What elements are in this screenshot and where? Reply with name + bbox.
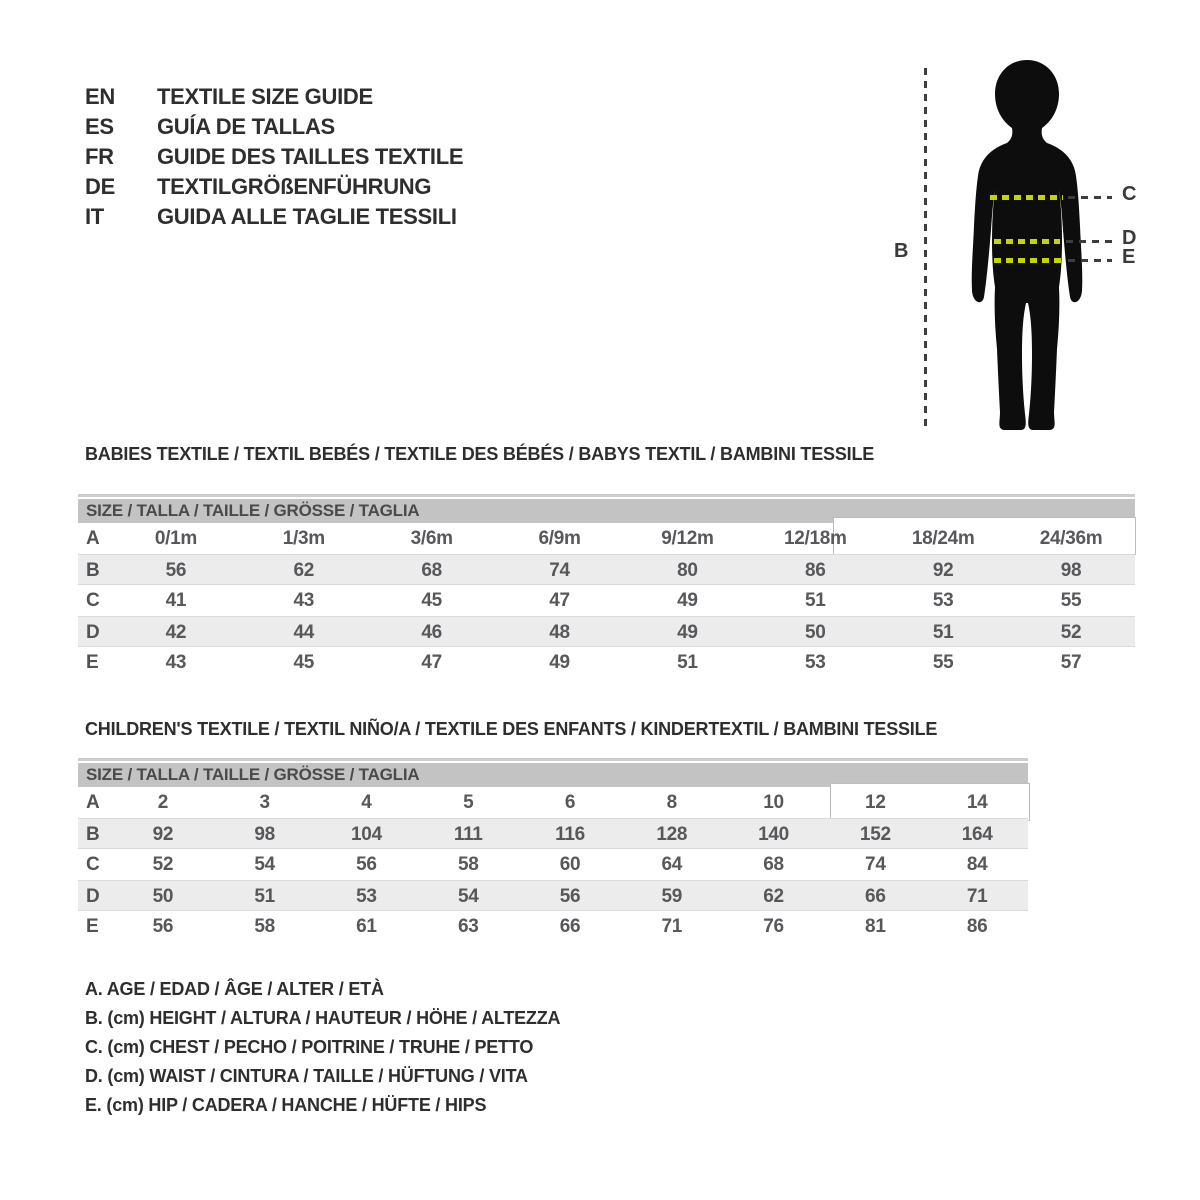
table-cell: 60 [559, 854, 581, 875]
language-label: TEXTILGRÖßENFÜHRUNG [157, 174, 432, 199]
row-label: C [86, 590, 100, 611]
legend-line: A. AGE / EDAD / ÂGE / ALTER / ETÀ [85, 979, 384, 999]
waist-measure-line [994, 239, 1060, 244]
table-row [78, 787, 1028, 818]
table-cell: 45 [293, 652, 315, 673]
row-label: D [86, 886, 100, 907]
table-cell: 56 [165, 560, 187, 581]
row-label: C [86, 854, 100, 875]
table-row [78, 818, 1028, 849]
table-cell: 86 [966, 916, 988, 937]
table-cell: 5 [463, 792, 474, 813]
table-cell: 152 [859, 824, 891, 845]
table-cell: 98 [254, 824, 275, 845]
table-cell: 6/9m [538, 528, 581, 549]
measure-label-c: C [1122, 183, 1137, 205]
table-cell: 43 [165, 652, 187, 673]
table-cell: 68 [421, 560, 442, 581]
size-header-bar: SIZE / TALLA / TAILLE / GRÖSSE / TAGLIA [78, 763, 1028, 787]
legend-line: C. (cm) CHEST / PECHO / POITRINE / TRUHE / PETTO [85, 1037, 534, 1057]
measurement-legend [85, 975, 560, 1120]
table-rows [78, 787, 1028, 942]
table-cell: 54 [254, 854, 275, 875]
language-code: EN [85, 84, 115, 109]
table-cell: 50 [805, 622, 826, 643]
language-code: ES [85, 114, 114, 139]
babies-size-table [78, 494, 1135, 678]
table-row [78, 880, 1028, 911]
height-measure-line [924, 68, 927, 430]
table-row [78, 849, 1028, 880]
table-cell: 55 [1060, 590, 1082, 611]
table-cell: 47 [421, 652, 442, 673]
babies-section-heading: BABIES TEXTILE / TEXTIL BEBÉS / TEXTILE DES BÉBÉS / BABYS TEXTIL / BAMBINI TESSILE [85, 444, 875, 464]
table-cell: 56 [559, 886, 581, 907]
table-cell: 64 [661, 854, 683, 875]
table-cell: 76 [763, 916, 784, 937]
table-cell: 61 [356, 916, 377, 937]
table-cell: 18/24m [911, 528, 975, 549]
table-top-rule [78, 494, 1135, 497]
table-cell: 42 [165, 622, 187, 643]
table-cell: 12/18m [783, 528, 847, 549]
table-row [78, 911, 1028, 942]
table-cell: 62 [763, 886, 784, 907]
table-cell: 62 [293, 560, 315, 581]
table-cell: 68 [763, 854, 784, 875]
children-size-table [78, 758, 1028, 942]
table-top-rule [78, 758, 1028, 761]
table-cell: 52 [1060, 622, 1082, 643]
table-cell: 53 [356, 886, 377, 907]
table-cell: 116 [555, 824, 585, 845]
child-silhouette-icon [962, 60, 1092, 438]
table-cell: 49 [677, 590, 698, 611]
table-cell: 128 [656, 824, 688, 845]
language-label: GUIDE DES TAILLES TEXTILE [157, 144, 464, 169]
language-list [85, 82, 463, 232]
language-label: GUÍA DE TALLAS [157, 114, 335, 139]
table-cell: 47 [549, 590, 570, 611]
table-cell: 92 [152, 824, 174, 845]
language-label: GUIDA ALLE TAGLIE TESSILI [157, 204, 457, 229]
table-cell: 53 [805, 652, 826, 673]
table-cell: 81 [865, 916, 886, 937]
language-row [85, 172, 463, 202]
table-cell: 3/6m [410, 528, 453, 549]
table-cell: 3 [259, 792, 270, 813]
table-rows [78, 523, 1135, 678]
table-cell: 49 [549, 652, 570, 673]
table-cell: 51 [805, 590, 826, 611]
table-cell: 140 [758, 824, 789, 845]
language-code: FR [85, 144, 114, 169]
table-cell: 104 [351, 824, 382, 845]
table-cell: 14 [966, 792, 988, 813]
language-code: IT [85, 204, 104, 229]
chest-measure-leader [1068, 196, 1112, 199]
table-cell: 86 [805, 560, 826, 581]
table-row [78, 554, 1135, 585]
table-row [78, 647, 1135, 678]
table-cell: 84 [966, 854, 988, 875]
table-cell: 51 [677, 652, 698, 673]
language-row [85, 142, 463, 172]
row-label: B [86, 824, 100, 845]
table-cell: 92 [932, 560, 954, 581]
hip-measure-leader [1068, 259, 1112, 262]
table-cell: 6 [564, 792, 576, 813]
chest-measure-line [990, 195, 1063, 200]
language-row [85, 202, 463, 232]
table-cell: 44 [293, 622, 315, 643]
row-label: A [86, 792, 100, 813]
language-row [85, 82, 463, 112]
row-label: E [86, 652, 99, 673]
table-cell: 52 [152, 854, 174, 875]
table-cell: 10 [763, 792, 784, 813]
table-cell: 51 [932, 622, 954, 643]
language-row [85, 112, 463, 142]
table-cell: 1/3m [282, 528, 325, 549]
measure-label-b: B [894, 240, 909, 262]
legend-line: B. (cm) HEIGHT / ALTURA / HAUTEUR / HÖHE / ALTEZZA [85, 1008, 561, 1028]
table-cell: 59 [661, 886, 683, 907]
measurement-figure [880, 55, 1170, 450]
table-cell: 49 [677, 622, 698, 643]
waist-measure-leader [1066, 240, 1112, 243]
table-cell: 111 [453, 824, 483, 845]
children-section-heading: CHILDREN'S TEXTILE / TEXTIL NIÑO/A / TEXTILE DES ENFANTS / KINDERTEXTIL / BAMBINI TESSILE [85, 719, 938, 739]
table-cell: 9/12m [661, 528, 714, 549]
table-cell: 45 [421, 590, 442, 611]
language-label: TEXTILE SIZE GUIDE [157, 84, 373, 109]
table-cell: 98 [1060, 560, 1082, 581]
row-label: E [86, 916, 99, 937]
table-cell: 8 [666, 792, 677, 813]
table-cell: 63 [457, 916, 479, 937]
table-cell: 66 [559, 916, 581, 937]
table-cell: 46 [421, 622, 442, 643]
table-cell: 66 [865, 886, 886, 907]
table-cell: 51 [254, 886, 275, 907]
row-label: A [86, 528, 100, 549]
table-row [78, 585, 1135, 616]
table-cell: 80 [677, 560, 698, 581]
table-cell: 164 [961, 824, 993, 845]
table-cell: 50 [152, 886, 174, 907]
table-cell: 55 [932, 652, 954, 673]
table-cell: 48 [549, 622, 570, 643]
table-row [78, 616, 1135, 647]
table-cell: 53 [932, 590, 954, 611]
row-label: D [86, 622, 100, 643]
table-cell: 74 [865, 854, 886, 875]
measure-label-e: E [1122, 246, 1136, 268]
table-cell: 58 [457, 854, 479, 875]
legend-line: E. (cm) HIP / CADERA / HANCHE / HÜFTE / HIPS [85, 1095, 487, 1115]
table-cell: 4 [361, 792, 372, 813]
table-cell: 71 [966, 886, 988, 907]
table-cell: 43 [293, 590, 315, 611]
language-code: DE [85, 174, 115, 199]
table-cell: 57 [1060, 652, 1082, 673]
table-cell: 58 [254, 916, 275, 937]
row-label: B [86, 560, 100, 581]
table-cell: 41 [165, 590, 187, 611]
table-cell: 2 [157, 792, 169, 813]
table-cell: 0/1m [154, 528, 197, 549]
hip-measure-line [994, 258, 1064, 263]
size-header-bar: SIZE / TALLA / TAILLE / GRÖSSE / TAGLIA [78, 499, 1135, 523]
legend-line: D. (cm) WAIST / CINTURA / TAILLE / HÜFTUNG / VITA [85, 1066, 528, 1086]
table-cell: 56 [356, 854, 377, 875]
table-cell: 56 [152, 916, 174, 937]
table-cell: 12 [865, 792, 886, 813]
measure-label-d: D [1122, 227, 1137, 249]
table-cell: 54 [457, 886, 479, 907]
table-cell: 74 [549, 560, 570, 581]
table-cell: 71 [661, 916, 683, 937]
table-row [78, 523, 1135, 554]
table-cell: 24/36m [1039, 528, 1103, 549]
